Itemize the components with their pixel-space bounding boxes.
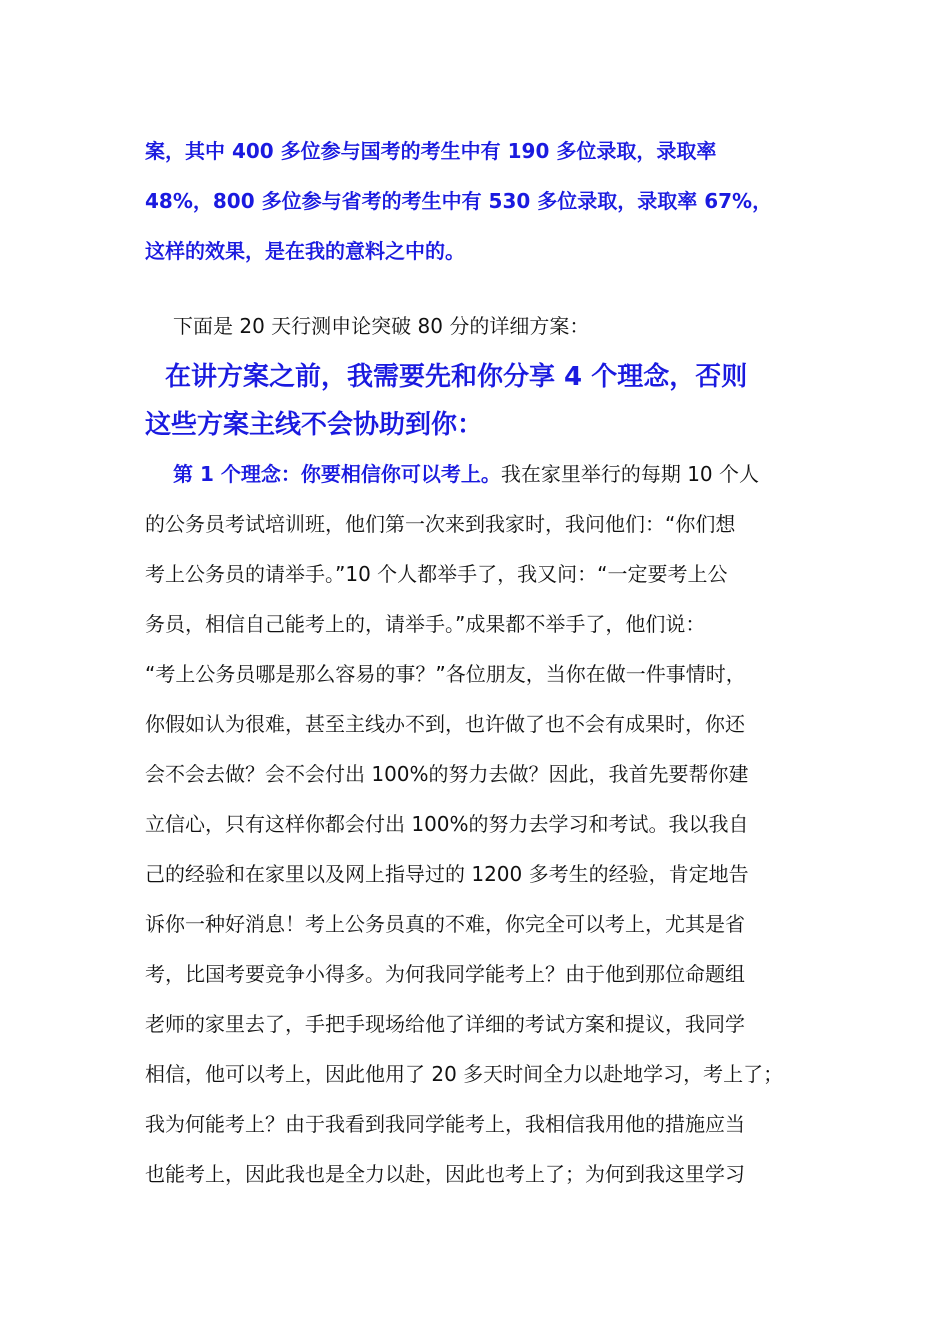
concept1-line: “考上公务员哪是那么容易的事？”各位朋友，当你在做一件事情时， <box>145 662 746 686</box>
concept1-first-line-rest: 我在家里举行的每期 10 个人 <box>500 462 760 486</box>
concept1-line: 我为何能考上？由于我看到我同学能考上，我相信我用他的措施应当 <box>145 1112 745 1136</box>
intro-highlight-line-1: 案，其中 400 多位参与国考的考生中有 190 多位录取，录取率 <box>145 139 717 163</box>
concept1-line: 相信，他可以考上，因此他用了 20 多天时间全力以赴地学习，考上了； <box>145 1062 784 1086</box>
concept1-line: 务员，相信自己能考上的，请举手。”成果都不举手了，他们说： <box>145 612 706 636</box>
concept1-line: 也能考上，因此我也是全力以赴，因此也考上了；为何到我这里学习 <box>145 1162 745 1186</box>
intro-highlight-line-3: 这样的效果，是在我的意料之中的。 <box>145 239 465 263</box>
concept1-line: 会不会去做？会不会付出 100%的努力去做？因此，我首先要帮你建 <box>145 762 749 786</box>
concept1-line: 的公务员考试培训班，他们第一次来到我家时，我问他们：“你们想 <box>145 512 736 536</box>
concept1-line: 诉你一种好消息！考上公务员真的不难，你完全可以考上，尤其是省 <box>145 912 745 936</box>
concept1-line: 老师的家里去了，手把手现场给他了详细的考试方案和提议，我同学 <box>145 1012 745 1036</box>
concept1-line: 立信心，只有这样你都会付出 100%的努力去学习和考试。我以我自 <box>145 812 749 836</box>
concept1-lead: 第 1 个理念：你要相信你可以考上。 <box>173 462 501 486</box>
concept1-line: 考上公务员的请举手。”10 个人都举手了，我又问：“一定要考上公 <box>145 562 728 586</box>
heading-line-2: 这些方案主线不会协助到你： <box>145 410 484 440</box>
concept1-line: 考，比国考要竞争小得多。为何我同学能考上？由于他到那位命题组 <box>145 962 745 986</box>
concept1-first-line <box>173 460 759 488</box>
plan-intro: 下面是 20 天行测申论突破 80 分的详细方案： <box>173 314 590 338</box>
heading-line-1: 在讲方案之前，我需要先和你分享 4 个理念，否则 <box>165 362 748 392</box>
concept1-line: 己的经验和在家里以及网上指导过的 1200 多考生的经验，肯定地告 <box>145 862 749 886</box>
concept1-line: 你假如认为很难，甚至主线办不到，也许做了也不会有成果时，你还 <box>145 712 745 736</box>
intro-highlight-line-2: 48%，800 多位参与省考的考生中有 530 多位录取，录取率 67%， <box>145 189 773 213</box>
